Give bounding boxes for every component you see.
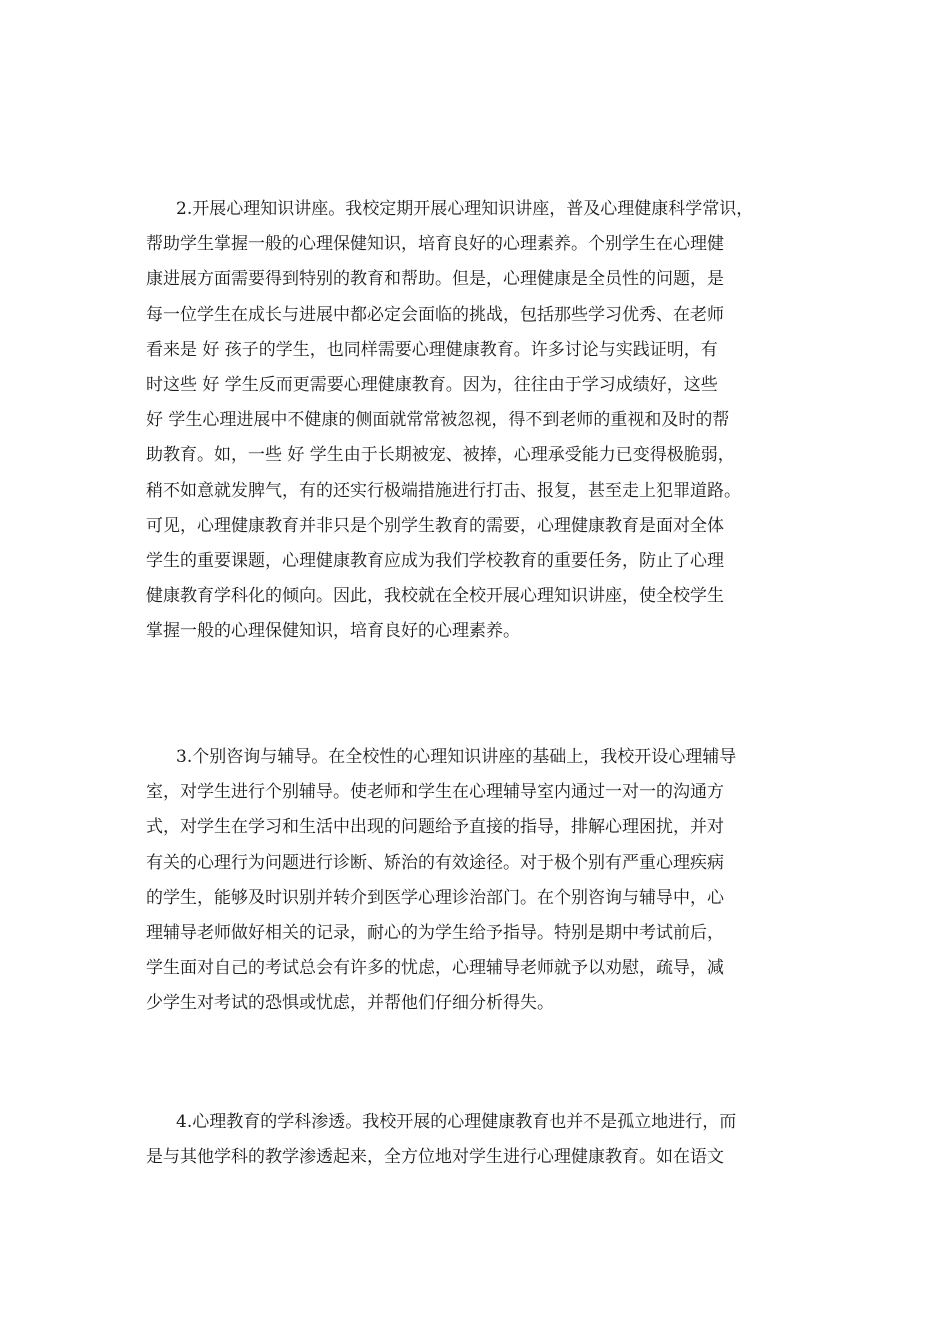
paragraph-line: 学生面对自己的考试总会有许多的忧虑，心理辅导老师就予以劝慰，疏导，减: [146, 958, 724, 979]
paragraph-counseling: [146, 740, 816, 1022]
paragraph-line: 2.开展心理知识讲座。我校定期开展心理知识讲座，普及心理健康科学常识，: [176, 199, 754, 219]
paragraph-line: 理辅导老师做好相关的记录，耐心的为学生给予指导。特别是期中考试前后，: [146, 922, 724, 943]
paragraph-line: 稍不如意就发脾气，有的还实行极端措施进行打击、报复，甚至走上犯罪道路。: [146, 480, 741, 501]
paragraph-line: 学生的重要课题，心理健康教育应成为我们学校教育的重要任务，防止了心理: [146, 550, 724, 571]
paragraph-line: 可见，心理健康教育并非只是个别学生教育的需要，心理健康教育是面对全体: [146, 515, 724, 536]
paragraph-line: 时这些 好 学生反而更需要心理健康教育。因为，往往由于学习成绩好，这些: [146, 374, 718, 395]
paragraph-line: 有关的心理行为问题进行诊断、矫治的有效途径。对于极个别有严重心理疾病: [146, 852, 724, 873]
paragraph-line: 少学生对考试的恐惧或忧虑，并帮他们仔细分析得失。: [146, 993, 554, 1014]
paragraph-line: 式，对学生在学习和生活中出现的问题给予直接的指导，排解心理困扰，并对: [146, 817, 724, 838]
paragraph-line: 好 学生心理进展中不健康的侧面就常常被忽视，得不到老师的重视和及时的帮: [146, 410, 730, 431]
paragraph-subject-integration: [146, 1105, 816, 1175]
paragraph-line: 健康教育学科化的倾向。因此，我校就在全校开展心理知识讲座，使全校学生: [146, 586, 724, 607]
paragraph-line: 掌握一般的心理保健知识，培育良好的心理素养。: [146, 621, 520, 642]
paragraph-line: 是与其他学科的教学渗透起来，全方位地对学生进行心理健康教育。如在语文: [146, 1147, 724, 1168]
paragraph-line: 每一位学生在成长与进展中都必定会面临的挑战，包括那些学习优秀、在老师: [146, 304, 724, 325]
paragraph-line: 帮助学生掌握一般的心理保健知识，培育良好的心理素养。个别学生在心理健: [146, 234, 724, 255]
paragraph-line: 的学生，能够及时识别并转介到医学心理诊治部门。在个别咨询与辅导中，心: [146, 887, 724, 908]
paragraph-line: 4.心理教育的学科渗透。我校开展的心理健康教育也并不是孤立地进行，而: [176, 1112, 737, 1132]
paragraph-line: 看来是 好 孩子的学生，也同样需要心理健康教育。许多讨论与实践证明，有: [146, 339, 718, 360]
paragraph-line: 助教育。如，一些 好 学生由于长期被宠、被捧，心理承受能力已变得极脆弱，: [146, 445, 735, 466]
paragraph-line: 康进展方面需要得到特别的教育和帮助。但是，心理健康是全员性的问题，是: [146, 269, 724, 290]
paragraph-lecture: [146, 192, 816, 649]
paragraph-line: 3.个别咨询与辅导。在全校性的心理知识讲座的基础上，我校开设心理辅导: [176, 747, 737, 767]
paragraph-line: 室，对学生进行个别辅导。使老师和学生在心理辅导室内通过一对一的沟通方: [146, 782, 724, 803]
